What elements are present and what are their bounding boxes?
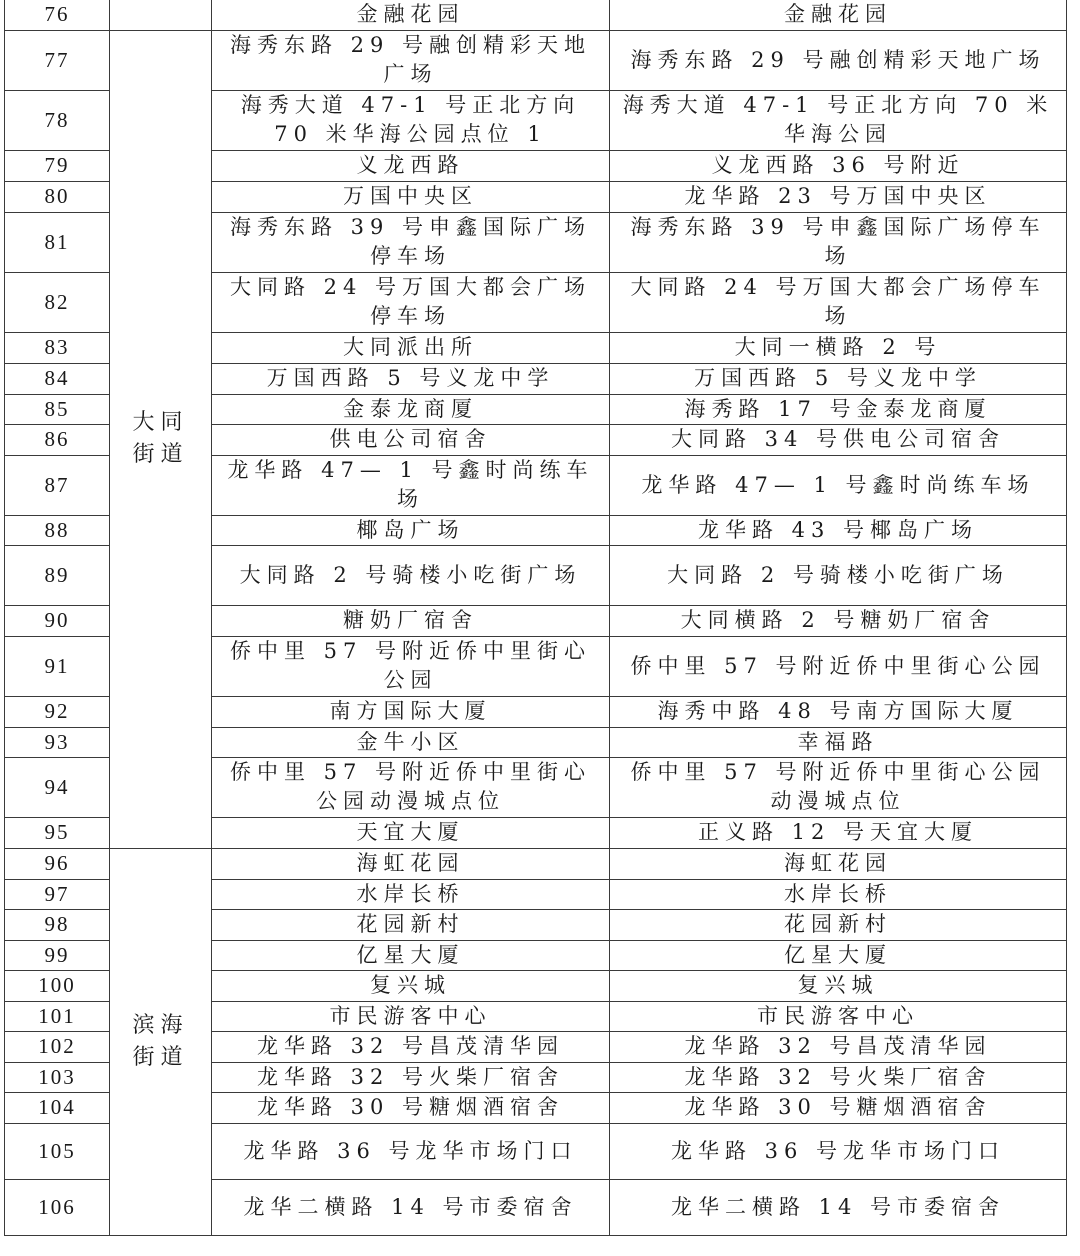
location-name-cell: 糖奶厂宿舍 xyxy=(212,605,610,636)
row-number-cell: 100 xyxy=(5,970,110,1001)
location-address-cell: 龙华路 32 号火柴厂宿舍 xyxy=(610,1062,1067,1092)
location-name-cell: 供电公司宿舍 xyxy=(212,424,610,455)
location-address-cell: 金融花园 xyxy=(610,0,1067,30)
location-name-cell: 海秀东路 29 号融创精彩天地广场 xyxy=(212,30,610,90)
location-name-cell: 义龙西路 xyxy=(212,150,610,181)
location-address-cell: 侨中里 57 号附近侨中里街心公园动漫城点位 xyxy=(610,757,1067,817)
location-address-cell: 海秀路 17 号金泰龙商厦 xyxy=(610,394,1067,424)
location-name-cell: 万国中央区 xyxy=(212,181,610,212)
location-name-cell: 龙华二横路 14 号市委宿舍 xyxy=(212,1179,610,1235)
location-address-cell: 龙华路 23 号万国中央区 xyxy=(610,181,1067,212)
row-number-cell: 92 xyxy=(5,696,110,727)
location-address-cell: 万国西路 5 号义龙中学 xyxy=(610,363,1067,394)
row-number-cell: 102 xyxy=(5,1031,110,1062)
location-address-cell: 水岸长桥 xyxy=(610,879,1067,909)
location-name-cell: 龙华路 36 号龙华市场门口 xyxy=(212,1123,610,1179)
district-cell: 大同街道 xyxy=(110,30,212,848)
location-name-cell: 龙华路 30 号糖烟酒宿舍 xyxy=(212,1092,610,1123)
location-address-cell: 大同路 2 号骑楼小吃街广场 xyxy=(610,545,1067,605)
location-name-cell: 龙华路 32 号昌茂清华园 xyxy=(212,1031,610,1062)
row-number-cell: 97 xyxy=(5,879,110,909)
row-number-cell: 82 xyxy=(5,272,110,332)
row-number-cell: 95 xyxy=(5,817,110,848)
location-name-cell: 大同派出所 xyxy=(212,332,610,363)
location-address-cell: 龙华路 36 号龙华市场门口 xyxy=(610,1123,1067,1179)
location-address-cell: 龙华二横路 14 号市委宿舍 xyxy=(610,1179,1067,1235)
row-number-cell: 96 xyxy=(5,848,110,879)
row-number-cell: 87 xyxy=(5,455,110,515)
location-address-cell: 大同一横路 2 号 xyxy=(610,332,1067,363)
row-number-cell: 93 xyxy=(5,727,110,757)
location-name-cell: 大同路 2 号骑楼小吃街广场 xyxy=(212,545,610,605)
location-name-cell: 万国西路 5 号义龙中学 xyxy=(212,363,610,394)
row-number-cell: 83 xyxy=(5,332,110,363)
location-name-cell: 龙华路 32 号火柴厂宿舍 xyxy=(212,1062,610,1092)
location-name-cell: 龙华路 47— 1 号鑫时尚练车场 xyxy=(212,455,610,515)
row-number-cell: 76 xyxy=(5,0,110,30)
location-address-cell: 海秀大道 47-1 号正北方向 70 米华海公园 xyxy=(610,90,1067,150)
location-table xyxy=(4,0,1067,1236)
location-address-cell: 海秀东路 39 号申鑫国际广场停车场 xyxy=(610,212,1067,272)
location-address-cell: 大同横路 2 号糖奶厂宿舍 xyxy=(610,605,1067,636)
location-address-cell: 海秀东路 29 号融创精彩天地广场 xyxy=(610,30,1067,90)
row-number-cell: 103 xyxy=(5,1062,110,1092)
location-name-cell: 水岸长桥 xyxy=(212,879,610,909)
location-address-cell: 花园新村 xyxy=(610,909,1067,940)
row-number-cell: 99 xyxy=(5,940,110,970)
row-number-cell: 85 xyxy=(5,394,110,424)
location-address-cell: 龙华路 43 号椰岛广场 xyxy=(610,515,1067,545)
district-cell xyxy=(110,0,212,30)
row-number-cell: 90 xyxy=(5,605,110,636)
row-number-cell: 94 xyxy=(5,757,110,817)
location-name-cell: 复兴城 xyxy=(212,970,610,1001)
location-address-cell: 复兴城 xyxy=(610,970,1067,1001)
row-number-cell: 78 xyxy=(5,90,110,150)
location-address-cell: 龙华路 30 号糖烟酒宿舍 xyxy=(610,1092,1067,1123)
location-name-cell: 椰岛广场 xyxy=(212,515,610,545)
location-name-cell: 侨中里 57 号附近侨中里街心公园动漫城点位 xyxy=(212,757,610,817)
location-name-cell: 南方国际大厦 xyxy=(212,696,610,727)
row-number-cell: 81 xyxy=(5,212,110,272)
location-name-cell: 海秀东路 39 号申鑫国际广场停车场 xyxy=(212,212,610,272)
location-name-cell: 大同路 24 号万国大都会广场停车场 xyxy=(212,272,610,332)
location-address-cell: 幸福路 xyxy=(610,727,1067,757)
row-number-cell: 86 xyxy=(5,424,110,455)
row-number-cell: 105 xyxy=(5,1123,110,1179)
location-name-cell: 侨中里 57 号附近侨中里街心公园 xyxy=(212,636,610,696)
location-address-cell: 义龙西路 36 号附近 xyxy=(610,150,1067,181)
row-number-cell: 84 xyxy=(5,363,110,394)
table-row xyxy=(5,30,1067,90)
location-name-cell: 天宜大厦 xyxy=(212,817,610,848)
location-name-cell: 亿星大厦 xyxy=(212,940,610,970)
location-name-cell: 金泰龙商厦 xyxy=(212,394,610,424)
row-number-cell: 89 xyxy=(5,545,110,605)
row-number-cell: 88 xyxy=(5,515,110,545)
location-address-cell: 大同路 34 号供电公司宿舍 xyxy=(610,424,1067,455)
location-address-cell: 大同路 24 号万国大都会广场停车场 xyxy=(610,272,1067,332)
table-row xyxy=(5,848,1067,879)
row-number-cell: 80 xyxy=(5,181,110,212)
row-number-cell: 104 xyxy=(5,1092,110,1123)
row-number-cell: 79 xyxy=(5,150,110,181)
location-name-cell: 市民游客中心 xyxy=(212,1001,610,1031)
location-name-cell: 花园新村 xyxy=(212,909,610,940)
row-number-cell: 98 xyxy=(5,909,110,940)
location-name-cell: 金牛小区 xyxy=(212,727,610,757)
location-address-cell: 龙华路 47— 1 号鑫时尚练车场 xyxy=(610,455,1067,515)
location-address-cell: 龙华路 32 号昌茂清华园 xyxy=(610,1031,1067,1062)
location-address-cell: 海虹花园 xyxy=(610,848,1067,879)
location-address-cell: 亿星大厦 xyxy=(610,940,1067,970)
district-cell: 滨海街道 xyxy=(110,848,212,1235)
table-container xyxy=(4,0,1067,1236)
location-address-cell: 海秀中路 48 号南方国际大厦 xyxy=(610,696,1067,727)
row-number-cell: 91 xyxy=(5,636,110,696)
row-number-cell: 106 xyxy=(5,1179,110,1235)
location-name-cell: 海虹花园 xyxy=(212,848,610,879)
table-row xyxy=(5,0,1067,30)
location-name-cell: 金融花园 xyxy=(212,0,610,30)
table-body xyxy=(5,0,1067,1235)
location-address-cell: 正义路 12 号天宜大厦 xyxy=(610,817,1067,848)
location-address-cell: 市民游客中心 xyxy=(610,1001,1067,1031)
location-name-cell: 海秀大道 47-1 号正北方向 70 米华海公园点位 1 xyxy=(212,90,610,150)
location-address-cell: 侨中里 57 号附近侨中里街心公园 xyxy=(610,636,1067,696)
row-number-cell: 77 xyxy=(5,30,110,90)
row-number-cell: 101 xyxy=(5,1001,110,1031)
